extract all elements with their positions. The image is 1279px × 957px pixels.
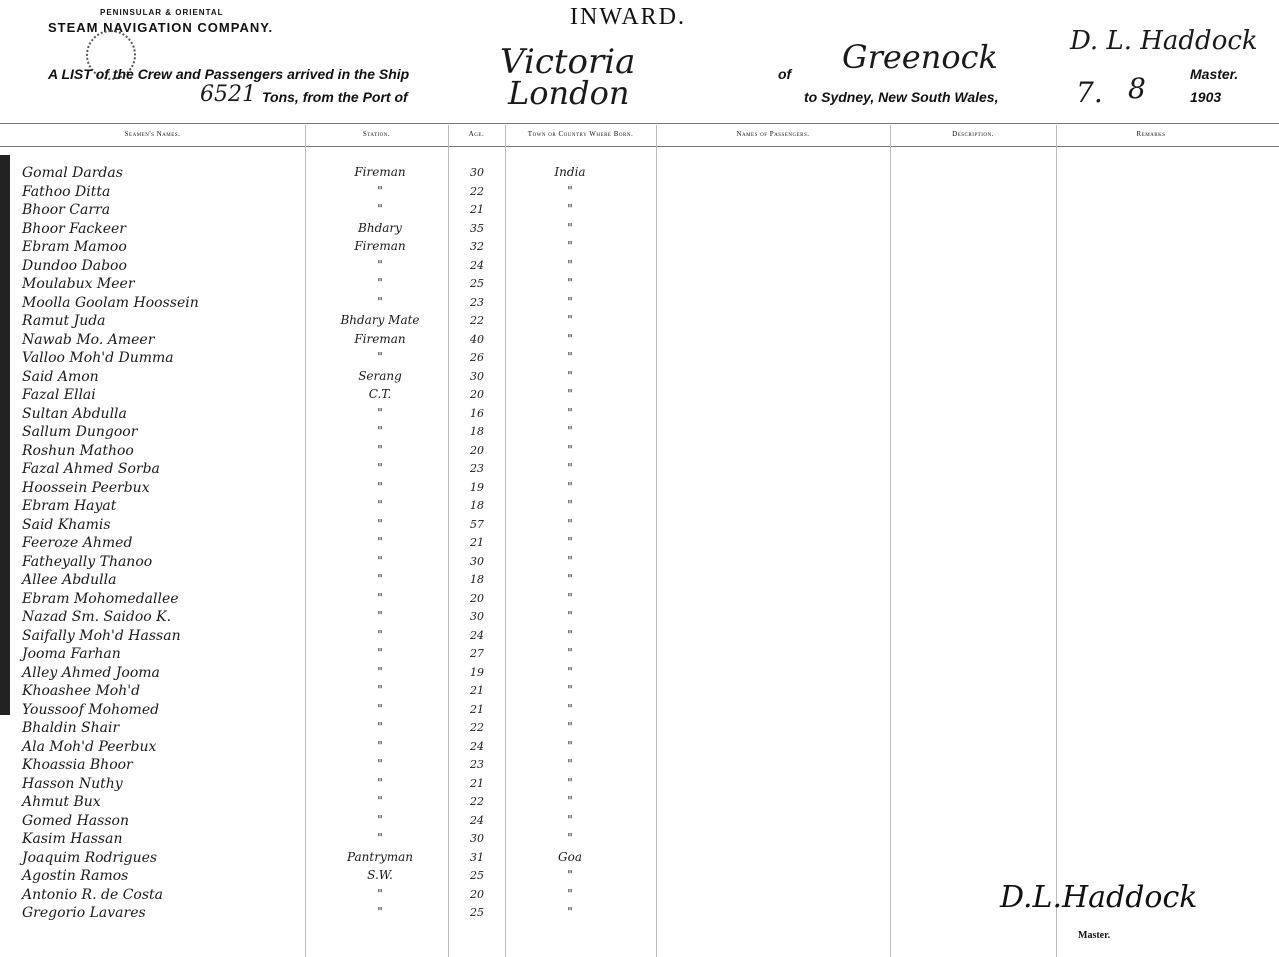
crew-station: " [377,664,383,679]
table-row [0,424,800,442]
col-header-description: Description. [952,130,994,138]
signature-master-label: Master. [1078,930,1111,941]
table-row [0,165,800,183]
crew-name: Ebram Mohomedallee [22,590,179,607]
crew-age: 22 [470,184,484,198]
crew-name: Sultan Abdulla [22,405,127,422]
crew-age: 32 [470,240,484,253]
crew-name: Agostin Ramos [22,868,129,884]
crew-age: 23 [470,758,484,771]
crew-station: Fireman [354,165,406,179]
crew-age: 18 [470,573,484,586]
crew-station: " [377,646,383,660]
crew-name: Jooma Farhan [22,646,121,662]
table-row [0,295,800,313]
crew-age: 23 [470,462,484,475]
crew-age: 25 [470,277,484,290]
crew-born: " [567,720,573,734]
crew-born: " [567,535,573,549]
col-header-station: Station. [362,130,391,138]
table-row [0,184,800,202]
column-divider [890,125,891,957]
header-top-rule [0,123,1279,124]
crew-name: Kasim Hassan [22,831,123,847]
crew-age: 30 [470,832,484,845]
crew-born: " [567,220,573,235]
crew-name: Ebram Hayat [22,498,117,514]
crew-station: Pantryman [346,849,414,864]
crew-age: 30 [470,166,484,179]
column-divider [1056,125,1057,957]
crew-born: " [567,701,573,716]
table-row [0,794,800,812]
crew-age: 21 [470,702,484,716]
crew-age: 26 [470,351,484,364]
table-row [0,868,800,886]
table-row [0,535,800,553]
crew-born: " [567,627,573,642]
crew-station: C.T. [368,387,392,401]
header-bottom-rule [0,146,1279,147]
crew-born: " [567,442,573,457]
crew-station: " [377,183,383,198]
crew-born: " [567,276,573,290]
crew-age: 20 [470,591,484,605]
crew-born: " [567,202,573,216]
table-row [0,517,800,535]
crew-born: " [567,886,573,901]
crew-station: " [377,683,383,697]
crew-age: 20 [470,443,484,457]
master-label: Master. [1190,66,1239,82]
crew-born: " [567,905,573,919]
crew-born: " [567,553,573,568]
col-header-seamen-names: Seamen's Names. [124,130,181,138]
table-row [0,776,800,794]
crew-born: " [567,516,573,531]
crew-age: 25 [470,906,484,919]
crew-name: Ala Moh'd Peerbux [22,738,157,755]
crew-age: 21 [470,536,484,549]
date-day: 7. [1076,76,1103,109]
table-row [0,239,800,257]
table-row [0,276,800,294]
crew-born: " [567,683,573,697]
tons-label: Tons, from the Port of [262,89,408,105]
table-row [0,332,800,350]
crew-name: Hasson Nuthy [22,775,123,792]
crew-age: 30 [470,369,484,383]
crew-name: Alley Ahmed Jooma [22,664,160,681]
crew-name: Fazal Ellai [22,387,96,403]
crew-born: " [567,424,573,438]
from-port: London [508,74,630,112]
crew-name: Gomed Hasson [22,812,129,829]
crew-born: " [567,368,573,383]
crew-name: Gomal Dardas [22,165,123,181]
crew-age: 20 [470,887,484,901]
crew-name: Saifally Moh'd Hassan [22,627,181,644]
crew-station: " [377,350,383,364]
crew-born: " [567,461,573,475]
crew-age: 24 [470,813,484,827]
crew-name: Joaquim Rodrigues [22,849,158,866]
crew-name: Valloo Moh'd Dumma [22,350,174,366]
crew-age: 18 [470,499,484,512]
crew-name: Sallum Dungoor [22,424,138,440]
crew-station: " [377,572,383,586]
crew-born: " [567,831,573,845]
crew-born: " [567,590,573,605]
col-header-born: Town or Country Where Born. [527,130,634,138]
crew-station: " [377,405,383,420]
crew-name: Hoossein Peerbux [22,479,150,496]
crew-station: " [377,257,383,272]
crew-age: 35 [470,221,484,235]
table-row [0,221,800,239]
crew-station: " [377,424,383,438]
crew-age: 22 [470,795,484,808]
table-row [0,350,800,368]
crew-born: " [567,498,573,512]
crew-name: Bhaldin Shair [22,720,120,736]
table-row [0,369,800,387]
crew-born: " [567,812,573,827]
crew-name: Moulabux Meer [22,276,135,292]
crew-name: Nawab Mo. Ameer [22,331,155,348]
crew-station: Fireman [354,331,406,346]
crew-station: " [377,738,383,753]
document-title: INWARD. [570,4,686,30]
crew-station: " [377,886,383,901]
crew-name: Ahmut Bux [22,794,101,810]
crew-age: 31 [470,850,484,864]
tons-value: 6521 [200,82,256,107]
crew-station: " [377,720,383,734]
table-row [0,554,800,572]
crew-born: " [567,794,573,808]
crew-station: " [377,442,383,457]
table-row [0,258,800,276]
crew-age: 24 [470,628,484,642]
crew-age: 21 [470,776,484,790]
crew-name: Ramut Juda [22,313,106,329]
crew-name: Gregorio Lavares [22,905,146,921]
crew-born: " [567,405,573,420]
crew-age: 27 [470,647,484,660]
crew-age: 21 [470,203,484,216]
crew-born: " [567,572,573,586]
crew-station: " [377,905,383,919]
crew-born: Goa [558,849,582,864]
crew-age: 30 [470,554,484,568]
crew-age: 40 [470,332,484,346]
crew-born: " [567,868,573,882]
table-row [0,461,800,479]
table-row [0,720,800,738]
crew-age: 25 [470,869,484,882]
crew-name: Said Khamis [22,516,111,533]
crew-name: Antonio R. de Costa [22,886,163,903]
crew-born: " [567,479,573,494]
crew-age: 24 [470,739,484,753]
crew-age: 18 [470,425,484,438]
year-printed: 1903 [1190,89,1222,105]
col-header-age: Age. [468,130,485,138]
crew-born: " [567,609,573,623]
crew-age: 22 [470,721,484,734]
crew-station: " [377,609,383,623]
crew-station: " [377,516,383,531]
crew-age: 23 [470,295,484,309]
table-row [0,609,800,627]
crew-station: " [377,535,383,549]
col-header-passengers: Names of Passengers. [736,130,810,138]
crew-name: Youssoof Mohomed [22,701,160,718]
table-row [0,572,800,590]
table-row [0,498,800,516]
crew-born: " [567,350,573,364]
crew-age: 30 [470,610,484,623]
crew-age: 22 [470,314,484,327]
table-row [0,683,800,701]
list-label: A LIST of the Crew and Passengers arrived in the Ship [48,66,410,82]
table-row [0,905,800,923]
crew-born: " [567,387,573,401]
crew-station: " [377,794,383,808]
table-row [0,887,800,905]
date-month: 8 [1128,72,1146,105]
crew-station: " [377,701,383,716]
of-label: of [778,66,792,82]
crew-age: 21 [470,684,484,697]
crew-station: " [377,812,383,827]
table-row [0,850,800,868]
table-row [0,313,800,331]
crew-station: " [377,553,383,568]
crew-station: " [377,831,383,845]
crew-born: " [567,738,573,753]
table-row [0,831,800,849]
table-row [0,646,800,664]
crew-station: " [377,498,383,512]
crew-born: " [567,183,573,198]
table-row [0,757,800,775]
crew-age: 24 [470,258,484,272]
crew-born: " [567,775,573,790]
crew-born: " [567,239,573,253]
crew-born: " [567,331,573,346]
table-row [0,628,800,646]
crew-born: " [567,664,573,679]
crew-name: Nazad Sm. Saidoo K. [22,609,172,625]
table-row [0,480,800,498]
crew-age: 16 [470,406,484,420]
table-row [0,387,800,405]
crew-station: " [377,627,383,642]
table-row [0,443,800,461]
table-row [0,739,800,757]
crew-station: Fireman [354,239,406,253]
crew-station: " [377,461,383,475]
crew-station: S.W. [367,868,393,882]
crew-age: 20 [470,388,484,401]
crew-born: " [567,757,573,771]
crew-name: Bhoor Fackeer [22,220,127,237]
destination-label: to Sydney, New South Wales, [804,89,999,105]
ship-name: Victoria [500,42,636,82]
crew-name: Feeroze Ahmed [22,535,133,551]
port-of-registry: Greenock [842,38,998,76]
crew-age: 19 [470,665,484,679]
crew-station: " [377,276,383,290]
crew-name: Said Amon [22,368,99,385]
crew-age: 19 [470,480,484,494]
crew-station: " [377,757,383,771]
crew-born: " [567,646,573,660]
crew-name: Khoashee Moh'd [22,683,141,699]
crew-born: " [567,313,573,327]
crew-station: Serang [358,368,402,383]
crew-name: Allee Abdulla [22,572,117,588]
crew-name: Moolla Goolam Hoossein [22,294,199,311]
table-row [0,665,800,683]
company-name-line1: PENINSULAR & ORIENTAL [100,8,224,17]
table-row [0,813,800,831]
crew-station: " [377,479,383,494]
crew-born: India [554,165,586,179]
crew-station: " [377,590,383,605]
col-header-remarks: Remarks [1136,130,1166,138]
crew-name: Roshun Mathoo [22,442,134,459]
crew-name: Bhoor Carra [22,202,111,218]
crew-born: " [567,294,573,309]
crew-name: Fathoo Ditta [22,183,111,200]
crew-name: Fazal Ahmed Sorba [22,461,160,477]
table-row [0,591,800,609]
master-name: D. L. Haddock [1070,26,1258,56]
table-row [0,202,800,220]
master-signature: D.L.Haddock [1000,880,1198,915]
crew-name: Dundoo Daboo [22,257,127,274]
table-row [0,406,800,424]
crew-station: Bhdary [358,220,402,235]
company-name-line2: STEAM NAVIGATION COMPANY. [48,20,274,35]
crew-age: 57 [470,517,484,531]
crew-name: Ebram Mamoo [22,239,127,255]
crew-station: " [377,294,383,309]
crew-name: Fatheyally Thanoo [22,553,153,570]
crew-born: " [567,257,573,272]
crew-name: Khoassia Bhoor [22,757,133,773]
table-row [0,702,800,720]
crew-station: " [377,202,383,216]
crew-station: Bhdary Mate [340,313,420,327]
crew-station: " [377,775,383,790]
